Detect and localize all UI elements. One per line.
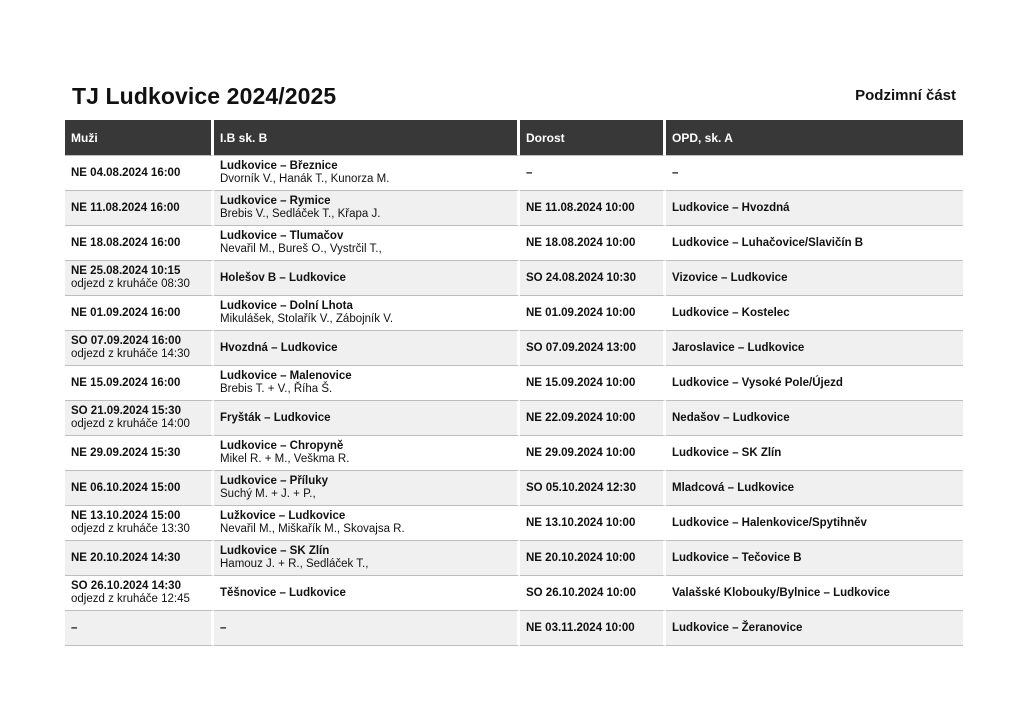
ib-match: – (220, 621, 227, 634)
men-date: SO 21.09.2024 15:30 (71, 405, 181, 417)
dorost-cell (520, 401, 666, 436)
opd-match: Ludkovice – Žeranovice (672, 621, 803, 634)
dorost-cell (520, 155, 666, 191)
men-cell (65, 296, 214, 331)
men-date: NE 11.08.2024 16:00 (71, 201, 180, 214)
table-row (65, 611, 963, 646)
dorost-date: SO 26.10.2024 10:00 (526, 586, 636, 599)
departure-note: odjezd z kruháče 12:45 (71, 593, 190, 605)
opd-cell (666, 366, 963, 401)
ib-officials: Nevařil M., Miškařík M., Skovajsa R. (220, 523, 405, 535)
men-date: – (71, 621, 78, 634)
departure-note: odjezd z kruháče 13:30 (71, 523, 190, 535)
men-date: NE 25.08.2024 10:15 (71, 265, 181, 277)
dorost-date: NE 22.09.2024 10:00 (526, 411, 636, 424)
dorost-date: NE 13.10.2024 10:00 (526, 516, 636, 529)
men-cell (65, 576, 214, 611)
opd-cell (666, 611, 963, 646)
dorost-cell (520, 611, 666, 646)
dorost-date: – (526, 166, 533, 179)
ib-cell (214, 155, 520, 191)
departure-note: odjezd z kruháče 14:30 (71, 348, 190, 360)
ib-match: Ludkovice – Březnice (220, 160, 338, 172)
men-date: SO 26.10.2024 14:30 (71, 580, 181, 592)
dorost-cell (520, 471, 666, 506)
dorost-cell (520, 261, 666, 296)
ib-cell (214, 541, 520, 576)
dorost-cell (520, 191, 666, 226)
opd-cell (666, 436, 963, 471)
opd-match: – (672, 166, 679, 179)
dorost-date: SO 05.10.2024 12:30 (526, 481, 636, 494)
opd-match: Mladcová – Ludkovice (672, 481, 795, 494)
men-date: NE 13.10.2024 15:00 (71, 510, 181, 522)
departure-note: odjezd z kruháče 08:30 (71, 278, 190, 290)
ib-match: Ludkovice – Rymice (220, 195, 331, 207)
opd-match: Ludkovice – Luhačovice/Slavičín B (672, 236, 864, 249)
season-part-label: Podzimní část (855, 87, 956, 104)
table-row (65, 576, 963, 611)
opd-match: Nedašov – Ludkovice (672, 411, 790, 424)
dorost-cell (520, 366, 666, 401)
ib-officials: Brebis T. + V., Říha Š. (220, 383, 333, 395)
men-cell (65, 611, 214, 646)
column-header-dorost: Dorost (520, 120, 666, 155)
opd-match: Jaroslavice – Ludkovice (672, 341, 805, 354)
dorost-date: NE 11.08.2024 10:00 (526, 201, 635, 214)
opd-cell (666, 506, 963, 541)
table-row (65, 506, 963, 541)
dorost-cell (520, 436, 666, 471)
ib-officials: Mikulášek, Stolařík V., Zábojník V. (220, 313, 394, 325)
men-date: NE 20.10.2024 14:30 (71, 551, 181, 564)
dorost-date: SO 24.08.2024 10:30 (526, 271, 636, 284)
opd-cell (666, 155, 963, 191)
dorost-cell (520, 226, 666, 261)
men-date: NE 01.09.2024 16:00 (71, 306, 181, 319)
schedule-body (65, 155, 963, 646)
table-row (65, 541, 963, 576)
ib-officials: Dvorník V., Hanák T., Kunorza M. (220, 173, 390, 185)
ib-cell (214, 576, 520, 611)
dorost-date: NE 03.11.2024 10:00 (526, 621, 635, 634)
ib-cell (214, 261, 520, 296)
dorost-cell (520, 506, 666, 541)
men-cell (65, 331, 214, 366)
men-cell (65, 541, 214, 576)
table-header-row (65, 120, 963, 155)
men-date: NE 06.10.2024 15:00 (71, 481, 181, 494)
table-row (65, 296, 963, 331)
men-date: NE 15.09.2024 16:00 (71, 376, 181, 389)
ib-officials: Mikel R. + M., Veškma R. (220, 453, 350, 465)
dorost-cell (520, 296, 666, 331)
table-row (65, 261, 963, 296)
opd-cell (666, 541, 963, 576)
ib-match: Ludkovice – Chropyně (220, 440, 344, 452)
men-cell (65, 401, 214, 436)
dorost-cell (520, 331, 666, 366)
ib-match: Ludkovice – Tlumačov (220, 230, 344, 242)
men-cell (65, 261, 214, 296)
opd-cell (666, 401, 963, 436)
dorost-date: SO 07.09.2024 13:00 (526, 341, 636, 354)
men-date: NE 29.09.2024 15:30 (71, 446, 181, 459)
opd-match: Valašské Klobouky/Bylnice – Ludkovice (672, 586, 890, 599)
men-date: SO 07.09.2024 16:00 (71, 335, 181, 347)
ib-cell (214, 471, 520, 506)
opd-match: Ludkovice – Hvozdná (672, 201, 790, 214)
table-row (65, 401, 963, 436)
opd-match: Ludkovice – Tečovice B (672, 551, 802, 564)
table-row (65, 191, 963, 226)
ib-officials: Nevařil M., Bureš O., Vystrčil T., (220, 243, 382, 255)
table-row (65, 226, 963, 261)
dorost-date: NE 01.09.2024 10:00 (526, 306, 636, 319)
dorost-date: NE 15.09.2024 10:00 (526, 376, 636, 389)
ib-match: Ludkovice – SK Zlín (220, 545, 330, 557)
ib-officials: Brebis V., Sedláček T., Křapa J. (220, 208, 381, 220)
men-date: NE 18.08.2024 16:00 (71, 236, 181, 249)
ib-cell (214, 506, 520, 541)
table-row (65, 436, 963, 471)
opd-cell (666, 576, 963, 611)
ib-cell (214, 296, 520, 331)
opd-match: Vizovice – Ludkovice (672, 271, 788, 284)
dorost-date: NE 20.10.2024 10:00 (526, 551, 636, 564)
opd-match: Ludkovice – Halenkovice/Spytihněv (672, 516, 867, 529)
ib-cell (214, 401, 520, 436)
men-cell (65, 155, 214, 191)
ib-cell (214, 191, 520, 226)
opd-match: Ludkovice – SK Zlín (672, 446, 782, 459)
ib-match: Těšnovice – Ludkovice (220, 586, 346, 599)
opd-cell (666, 261, 963, 296)
column-header-opd: OPD, sk. A (666, 120, 963, 155)
opd-cell (666, 296, 963, 331)
ib-match: Ludkovice – Dolní Lhota (220, 300, 353, 312)
ib-officials: Suchý M. + J. + P., (220, 488, 316, 500)
ib-cell (214, 611, 520, 646)
ib-match: Fryšták – Ludkovice (220, 411, 331, 424)
men-cell (65, 436, 214, 471)
ib-cell (214, 226, 520, 261)
schedule-table (65, 120, 963, 646)
men-cell (65, 366, 214, 401)
ib-officials: Hamouz J. + R., Sedláček T., (220, 558, 369, 570)
ib-cell (214, 366, 520, 401)
ib-cell (214, 331, 520, 366)
table-row (65, 331, 963, 366)
dorost-cell (520, 576, 666, 611)
departure-note: odjezd z kruháče 14:00 (71, 418, 190, 430)
dorost-cell (520, 541, 666, 576)
column-header-muzi: Muži (65, 120, 214, 155)
men-date: NE 04.08.2024 16:00 (71, 166, 181, 179)
page-title: TJ Ludkovice 2024/2025 (72, 83, 337, 109)
opd-match: Ludkovice – Vysoké Pole/Újezd (672, 376, 843, 389)
men-cell (65, 471, 214, 506)
column-header-ib: I.B sk. B (214, 120, 520, 155)
table-row (65, 366, 963, 401)
ib-match: Ludkovice – Malenovice (220, 370, 352, 382)
opd-cell (666, 191, 963, 226)
opd-cell (666, 226, 963, 261)
ib-match: Holešov B – Ludkovice (220, 271, 346, 284)
dorost-date: NE 29.09.2024 10:00 (526, 446, 636, 459)
ib-match: Hvozdná – Ludkovice (220, 341, 338, 354)
men-cell (65, 506, 214, 541)
table-row (65, 155, 963, 191)
men-cell (65, 191, 214, 226)
dorost-date: NE 18.08.2024 10:00 (526, 236, 636, 249)
ib-match: Ludkovice – Příluky (220, 475, 329, 487)
table-row (65, 471, 963, 506)
ib-match: Lužkovice – Ludkovice (220, 510, 346, 522)
men-cell (65, 226, 214, 261)
opd-cell (666, 331, 963, 366)
opd-cell (666, 471, 963, 506)
opd-match: Ludkovice – Kostelec (672, 306, 790, 319)
ib-cell (214, 436, 520, 471)
